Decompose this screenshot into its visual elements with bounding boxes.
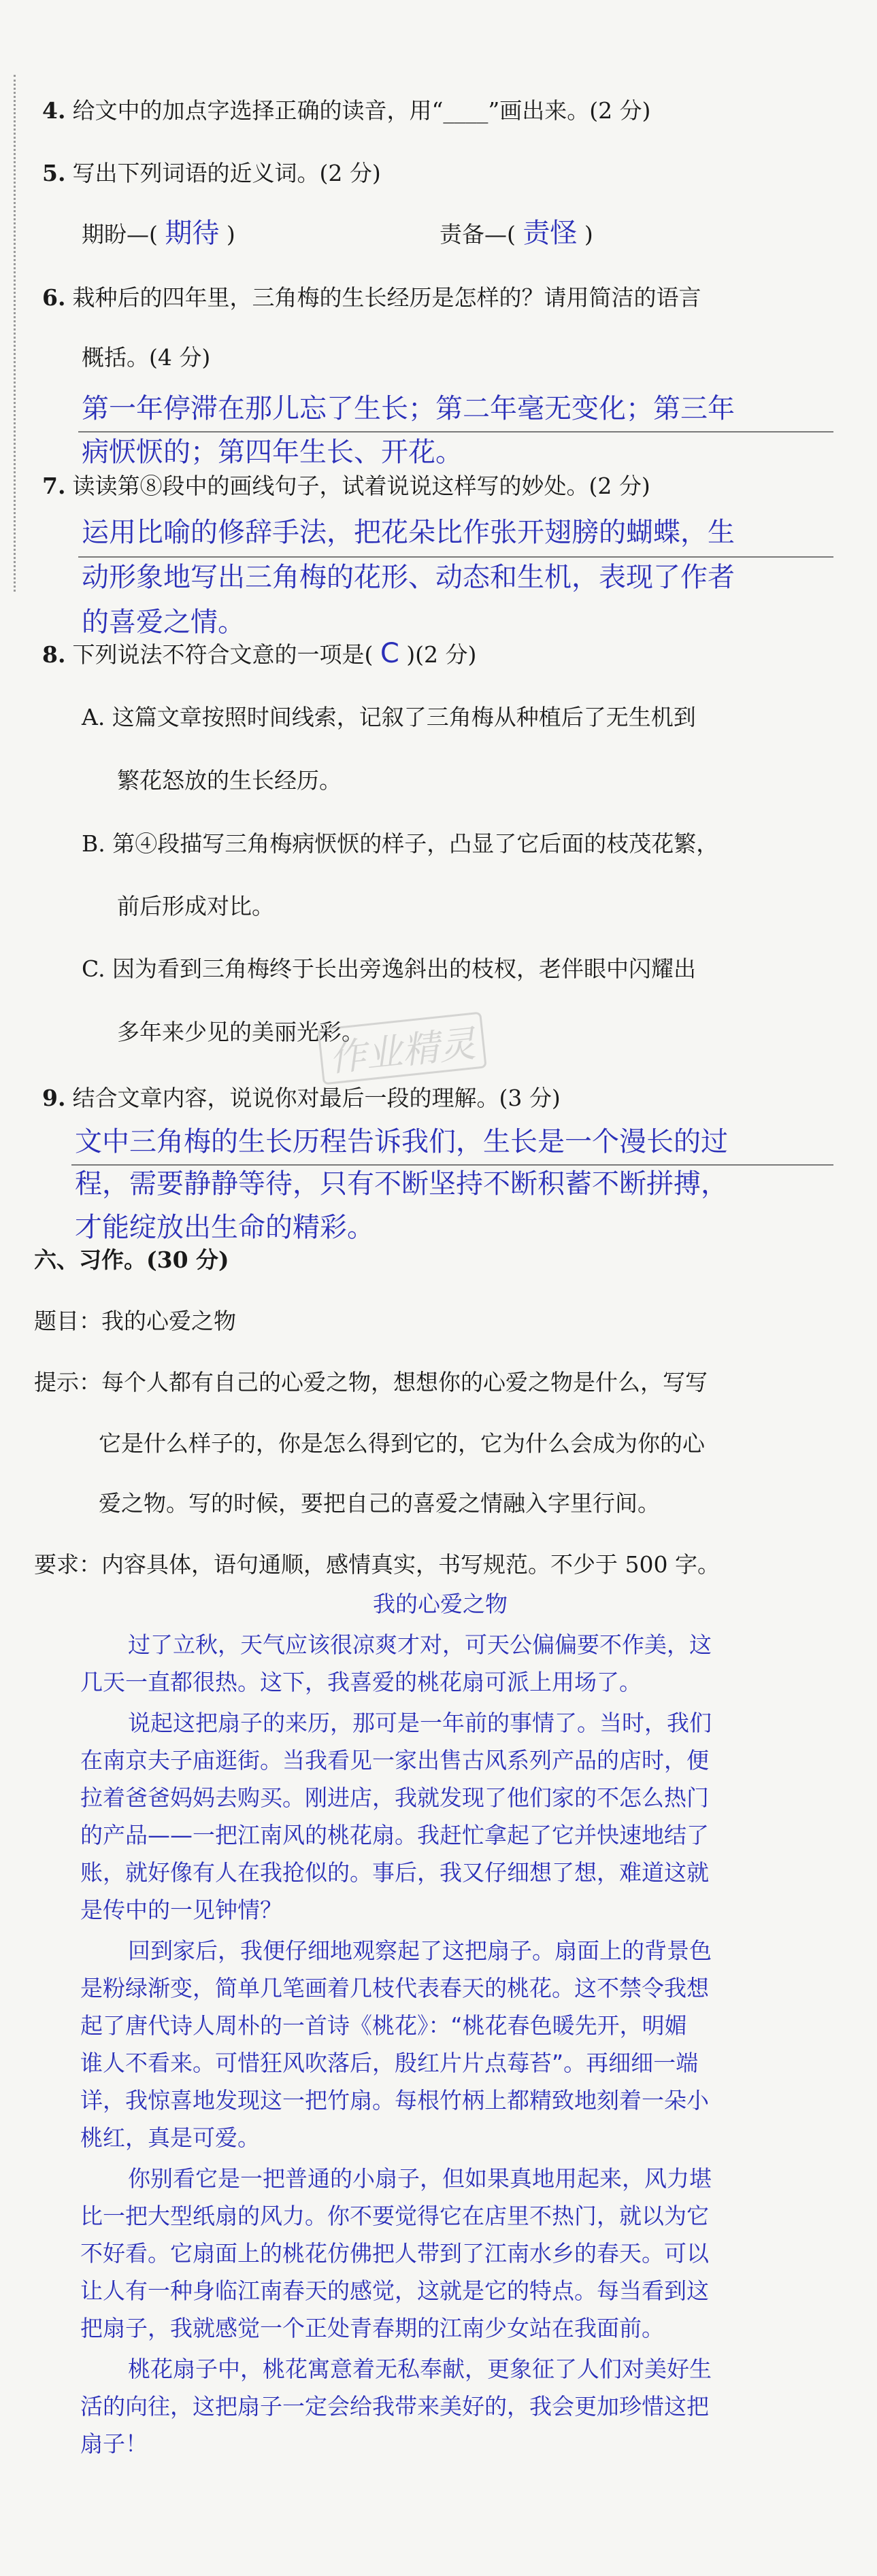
essay-line: 是传中的一见钟情？ — [80, 1897, 282, 1923]
answer-underline — [78, 431, 833, 433]
question-9 — [42, 1083, 561, 1114]
q5-item-1-close: ) — [226, 221, 235, 248]
essay-line: 桃花扇子中，桃花寓意着无私奉献，更象征了人们对美好生 — [128, 2356, 712, 2382]
q5-item-2-close: ) — [584, 221, 593, 248]
question-4 — [42, 95, 650, 126]
question-number: 8. — [42, 641, 66, 668]
watermark-stamp: 作业精灵 — [317, 1012, 486, 1085]
option-a-line-2: 繁花怒放的生长经历。 — [117, 767, 342, 794]
essay-line: 让人有一种身临江南春天的感觉，这就是它的特点。每当看到这 — [80, 2277, 709, 2304]
hint-line-1: 提示：每个人都有自己的心爱之物，想想你的心爱之物是什么，写写 — [34, 1369, 708, 1395]
question-number: 7. — [42, 473, 66, 499]
q8-answer: C — [380, 638, 399, 669]
q5-item-2-answer: 责怪 — [523, 218, 578, 249]
q5-item-2-prompt: 责备—( — [440, 221, 516, 248]
essay-line: 过了立秋，天气应该很凉爽才对，可天公偏偏要不作美，这 — [128, 1631, 712, 1658]
binding-margin-line — [14, 75, 16, 592]
essay-line: 活的向往，这把扇子一定会给我带来美好的，我会更加珍惜这把 — [80, 2393, 709, 2420]
essay-line: 详，我惊喜地发现这一把竹扇。每根竹柄上都精致地刻着一朵小 — [80, 2087, 709, 2114]
q5-item-1 — [82, 218, 235, 250]
essay-line: 说起这把扇子的来历，那可是一年前的事情了。当时，我们 — [128, 1710, 712, 1736]
question-points: )(2 分) — [406, 641, 477, 668]
essay-topic: 题目：我的心爱之物 — [34, 1308, 236, 1334]
q7-answer-line-1: 运用比喻的修辞手法，把花朵比作张开翅膀的蝴蝶，生 — [82, 517, 735, 548]
essay-line: 回到家后，我便仔细地观察起了这把扇子。扇面上的背景色 — [128, 1937, 712, 1964]
answer-underline — [78, 556, 833, 558]
option-b-line-1: B. 第④段描写三角梅病恹恹的样子，凸显了它后面的枝茂花繁， — [82, 830, 719, 857]
option-b-line-2: 前后形成对比。 — [117, 893, 274, 919]
q5-item-1-prompt: 期盼—( — [82, 221, 158, 248]
q6-answer-line-1: 第一年停滞在那儿忘了生长；第二年毫无变化；第三年 — [82, 393, 735, 424]
option-c-line-1: C. 因为看到三角梅终于长出旁逸斜出的枝杈，老伴眼中闪耀出 — [82, 955, 697, 982]
essay-line: 账，就好像有人在我抢似的。事后，我又仔细想了想，难道这就 — [80, 1859, 709, 1886]
question-number: 4. — [42, 97, 66, 124]
essay-line: 在南京夫子庙逛街。当我看见一家出售古风系列产品的店时，便 — [80, 1747, 709, 1774]
question-number: 5. — [42, 160, 66, 186]
essay-line: 不好看。它扇面上的桃花仿佛把人带到了江南水乡的春天。可以 — [80, 2240, 709, 2267]
question-number: 6. — [42, 284, 66, 311]
question-6 — [42, 282, 701, 313]
essay-line: 拉着爸爸妈妈去购买。刚进店，我就发现了他们家的不怎么热门 — [80, 1784, 709, 1811]
q9-answer-line-1: 文中三角梅的生长历程告诉我们，生长是一个漫长的过 — [75, 1126, 728, 1157]
q7-answer-line-2: 动形象地写出三角梅的花形、动态和生机，表现了作者 — [82, 562, 735, 593]
essay-line: 的产品——一把江南风的桃花扇。我赶忙拿起了它并快速地结了 — [80, 1822, 709, 1848]
q6-answer-line-2: 病恹恹的；第四年生长、开花。 — [82, 437, 463, 468]
question-text: 栽种后的四年里，三角梅的生长经历是怎样的？请用简洁的语言 — [72, 284, 701, 311]
option-a-line-1: A. 这篇文章按照时间线索，记叙了三角梅从种植后了无生机到 — [82, 704, 696, 730]
answer-underline — [71, 1164, 833, 1166]
section-6-title: 六、习作。(30 分) — [34, 1247, 229, 1273]
essay-line: 你别看它是一把普通的小扇子，但如果真地用起来，风力堪 — [128, 2165, 712, 2192]
essay-line: 起了唐代诗人周朴的一首诗《桃花》：“桃花春色暖先开，明媚 — [80, 2012, 687, 2039]
q9-answer-line-2: 程，需要静静等待，只有不断坚持不断积蓄不断拼搏， — [75, 1168, 728, 1200]
question-5 — [42, 158, 381, 189]
question-text: 读读第⑧段中的画线句子，试着说说这样写的妙处。(2 分) — [72, 473, 650, 499]
option-c-line-2: 多年来少见的美丽光彩。 — [117, 1019, 364, 1045]
hint-line-3: 爱之物。写的时候，要把自己的喜爱之情融入字里行间。 — [99, 1490, 660, 1516]
question-number: 9. — [42, 1085, 66, 1111]
question-8 — [42, 638, 476, 671]
essay-line: 把扇子，我就感觉一个正处青春期的江南少女站在我面前。 — [80, 2315, 664, 2341]
essay-line: 桃红，真是可爱。 — [80, 2124, 260, 2151]
question-text: 下列说法不符合文意的一项是( — [72, 641, 374, 668]
question-7 — [42, 471, 650, 502]
q9-answer-line-3: 才能绽放出生命的精彩。 — [75, 1212, 374, 1243]
essay-title: 我的心爱之物 — [373, 1591, 508, 1617]
requirement-line: 要求：内容具体，语句通顺，感情真实，书写规范。不少于 500 字。 — [34, 1551, 720, 1578]
q5-item-1-answer: 期待 — [165, 218, 220, 249]
question-text: 结合文章内容，说说你对最后一段的理解。(3 分) — [72, 1085, 561, 1111]
essay-line: 谁人不看来。可惜狂风吹落后，殷红片片点莓苔”。再细细一端 — [80, 2050, 699, 2076]
essay-line: 是粉绿渐变，简单几笔画着几枝代表春天的桃花。这不禁令我想 — [80, 1975, 709, 2001]
essay-line: 比一把大型纸扇的风力。你不要觉得它在店里不热门，就以为它 — [80, 2203, 709, 2229]
essay-line: 扇子！ — [80, 2430, 148, 2457]
q5-item-2 — [440, 218, 593, 250]
essay-line: 几天一直都很热。这下，我喜爱的桃花扇可派上用场了。 — [80, 1669, 642, 1695]
q7-answer-line-3: 的喜爱之情。 — [82, 607, 245, 638]
question-text: 给文中的加点字选择正确的读音，用“____”画出来。(2 分) — [72, 97, 651, 124]
hint-line-2: 它是什么样子的，你是怎么得到它的，它为什么会成为你的心 — [99, 1430, 705, 1457]
question-6-line-2: 概括。(4 分) — [82, 344, 211, 371]
question-text: 写出下列词语的近义词。(2 分) — [72, 160, 381, 186]
